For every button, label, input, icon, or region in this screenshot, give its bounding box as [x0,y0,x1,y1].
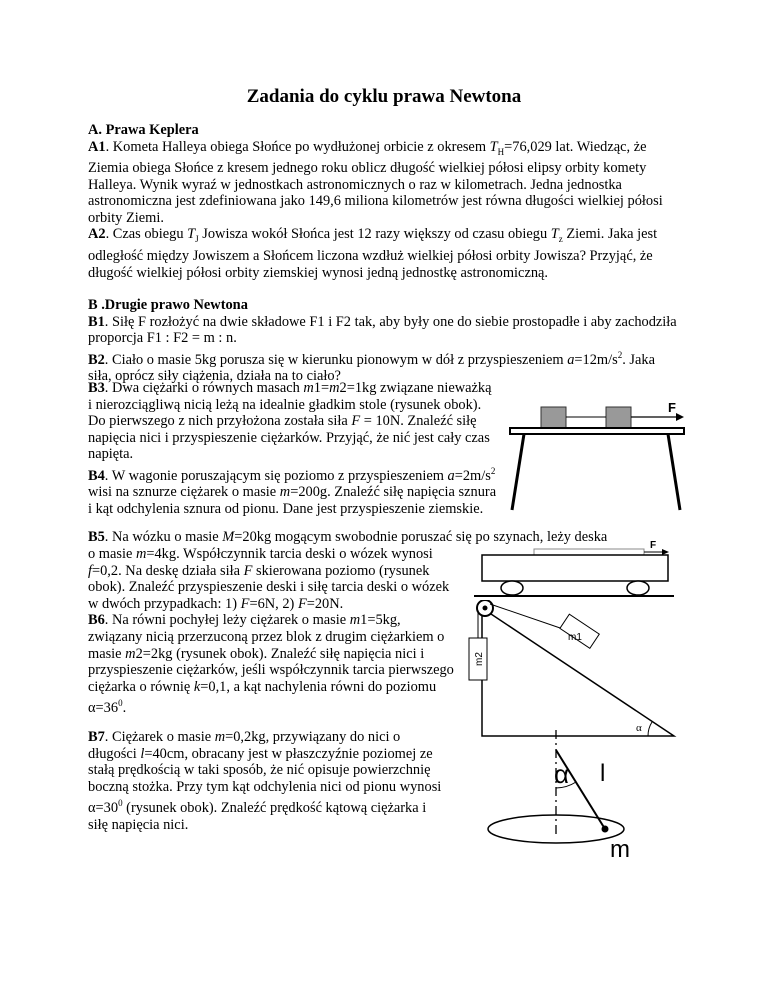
problem-a1-label: A1 [88,138,106,155]
problem-b7-text-5: (rysunek obok). Znaleźć prędkość kątową ciężarka i siłę napięcia nici. [88,800,427,833]
subscript-z: z [558,234,563,245]
table-leg [668,434,680,510]
cart-figure [474,538,674,602]
force-arrowhead [662,549,669,555]
symbol-a: a [567,351,575,368]
section-b-heading: B .Drugie prawo Newtona [88,297,248,313]
problem-b2-label: B2 [88,351,105,368]
symbol-m: m [214,729,226,745]
problem-b3-text-3: 2=1kg związane nieważką i nierozciągliwą nicią leżą na idealnie gładkim stole (rysunek obok). Do pierwszego z nich przyłożona została siła [88,380,492,430]
symbol-t: T [489,138,498,155]
symbol-f: F [351,413,361,430]
page-title: Zadania do cyklu prawa Newtona [246,86,522,107]
symbol-l: l [140,745,145,762]
symbol-m: m [329,380,340,396]
angle-label: α [554,759,570,789]
pulley-axle [483,606,488,611]
problem-b1-label: B1 [88,313,105,330]
problem-b4-text-2: =2m/s [454,467,491,484]
symbol-m: m [279,484,291,501]
weight-m2-label: m2 [474,652,485,666]
problem-b3-text-2: 1= [313,380,330,396]
force-label: F [668,402,676,415]
problem-b7-text-3: =40cm, obracany jest w płaszczyźnie poziomej ze stałą prędkością w taki sposób, że nić opisuje powierzchnię boczną stożka. Przy tym kąt odchylenia nici od pionu wynosi [88,745,442,795]
problem-b2-text-3: . Jaka siła, oprócz siły ciążenia, działa na to ciało? [88,351,655,385]
symbol-m: m [349,612,361,629]
symbol-k: k [193,678,201,695]
problem-b5-text-2: =20kg mogącym swobodnie poruszać się po szynach, leży deska [234,529,608,545]
symbol-t: T [187,226,196,243]
problem-b5-b6-block [88,546,456,717]
superscript: 2 [617,349,623,360]
problem-a2-text-2: Jowisza wokół Słońca jest 12 razy większy od czasu obiegu [198,226,551,243]
problem-b6-text-3: 2=2kg (rysunek obok). Znaleźć siłę napięcia nici i przyspieszenie ciężarków, jeśli współczynnik tarcia pierwszego ciężarka o równię [88,645,454,695]
problem-b4-text: . W wagonie poruszającym się poziomo z przyspieszeniem [104,467,448,484]
problem-b7-text-2: =0,2kg, przywiązany do nici o długości [88,729,401,762]
problem-b5-text-8: =20N. [306,595,344,612]
incline-figure [468,600,678,740]
problem-b1 [88,314,680,347]
problem-a1-text: . Kometa Halleya obiega Słońce po wydłużonej orbicie z okresem [105,138,490,155]
table-leg [512,434,524,510]
weight-2 [606,407,631,428]
wheel [501,581,523,595]
table-top [510,428,684,434]
problem-b6-text: . Na równi pochyłej leży ciężarek o masie [104,612,350,629]
problem-b4-text-3: wisi na sznurze ciężarek o masie [88,484,280,501]
symbol-m: m [135,546,147,562]
problem-b5-rest [88,546,456,612]
problem-b3-b4-block [88,380,498,518]
problem-a2-label: A2 [88,226,106,243]
problem-b5-text-5: =0,2. Na deskę działa siła [92,562,244,579]
problem-b6-text-6: . [122,700,127,717]
problem-b5-text: . Na wózku o masie [104,529,223,545]
symbol-m: m [125,645,136,662]
mass-label: m [610,836,630,863]
problem-b3 [88,380,498,463]
problem-b6-text-4: =0,1, a kąt nachylenia równi do poziomu [200,678,437,695]
cone-pendulum-figure [476,726,676,864]
problem-b2-text: . Ciało o masie 5kg porusza się w kierunku pionowym w dół z przyspieszeniem [104,351,568,368]
problem-b7-label: B7 [88,729,105,745]
length-label: l [600,760,606,787]
symbol-f: f [88,562,92,579]
symbol-f: F [240,595,250,612]
problem-b5-text-7: =6N, 2) [249,595,298,612]
problem-b3-text: . Dwa ciężarki o równych masach [104,380,304,396]
problem-b5-text-3: o masie [88,546,136,562]
problem-b7-text-4: =30 [95,800,119,817]
superscript: 0 [118,698,123,709]
symbol-m: M [222,529,235,545]
cart-body [482,555,668,581]
problem-b6-text-5: =36 [95,700,119,717]
problem-a1 [88,139,680,227]
force-arrowhead [676,413,684,421]
section-b [88,297,680,385]
subscript-h: H [497,146,505,157]
table-figure [508,402,688,514]
symbol-t: T [550,226,559,243]
superscript: 0 [118,798,123,809]
symbol-a: a [447,467,455,484]
weight-m1-label: m1 [568,632,582,643]
problem-b3-label: B3 [88,380,105,396]
superscript: 2 [490,465,496,476]
problem-b2-text-2: =12m/s [574,351,618,368]
weight-1 [541,407,566,428]
problem-b1-text: . Siłę F rozłożyć na dwie składowe F1 i F2 tak, aby były one do siebie prostopadłe i aby zachodziła proporcja F1 : F2 = m : n. [88,313,677,347]
problem-a2 [88,226,680,281]
symbol-alpha: α [88,800,96,817]
problem-b6 [88,612,456,716]
problem-b6-text-2: 1=5kg, związany nicią przerzuconą przez blok z drugim ciężarkiem o masie [88,612,445,662]
problem-a2-text-3: Ziemi. Jaka jest odległość między Jowiszem a Słońcem liczona wzdłuż wielkiej półosi orbity Jowisza? Przyjąć, że długość wielkiej półosi orbity ziemskiej wynosi jedną jednostkę astronomiczną. [88,226,658,281]
problem-b4-label: B4 [88,467,105,484]
problem-b4-text-4: =200g. Znaleźć siłę napięcia sznura i kąt odchylenia sznura od pionu. Dane jest przyspieszenie ziemskie. [88,484,497,517]
problem-b5-label: B5 [88,529,105,545]
problem-b6-label: B6 [88,612,105,629]
symbol-f: F [243,562,253,579]
force-label: F [650,540,657,551]
section-a [88,122,680,281]
bob [602,826,609,833]
problem-a2-text: . Czas obiegu [105,226,188,243]
section-a-heading: A. Prawa Keplera [88,122,199,138]
problem-a1-text-2: =76,029 lat. Wiedząc, że Ziemia obiega Słońce z kresem jednego roku oblicz długość wielkiej półosi elipsy orbity komety Halleya. Wynik wyraź w jednostkach astronomicznych o raz w kilometrach. Jedna jednostka astronomiczna jest zdefiniowana jako 149,6 miliona kilometrów jest równa długości wielkiej półosi orbity Ziemi. [88,138,663,226]
symbol-f: F [297,595,307,612]
problem-b5-text-4: =4kg. Współczynnik tarcia deski o wózek wynosi [146,546,433,562]
problem-b7 [88,729,448,833]
angle-label: α [636,722,642,734]
problem-b7-text: . Ciężarek o masie [104,729,215,745]
subscript-j: J [195,234,199,245]
symbol-m: m [303,380,314,396]
plank [534,549,644,555]
problem-b5-text-6: skierowana poziomo (rysunek obok). Znaleźć przyspieszenie deski i siłę tarcia deski o wózek w dwóch przypadkach: 1) [88,562,450,612]
symbol-alpha: α [88,700,96,717]
wheel [627,581,649,595]
problem-b3-text-4: = 10N. Znaleźć siłę napięcia nici i przyspieszenie ciężarków. Przyjąć, że nić jest cały czas napięta. [88,413,490,463]
problem-b4 [88,463,498,518]
